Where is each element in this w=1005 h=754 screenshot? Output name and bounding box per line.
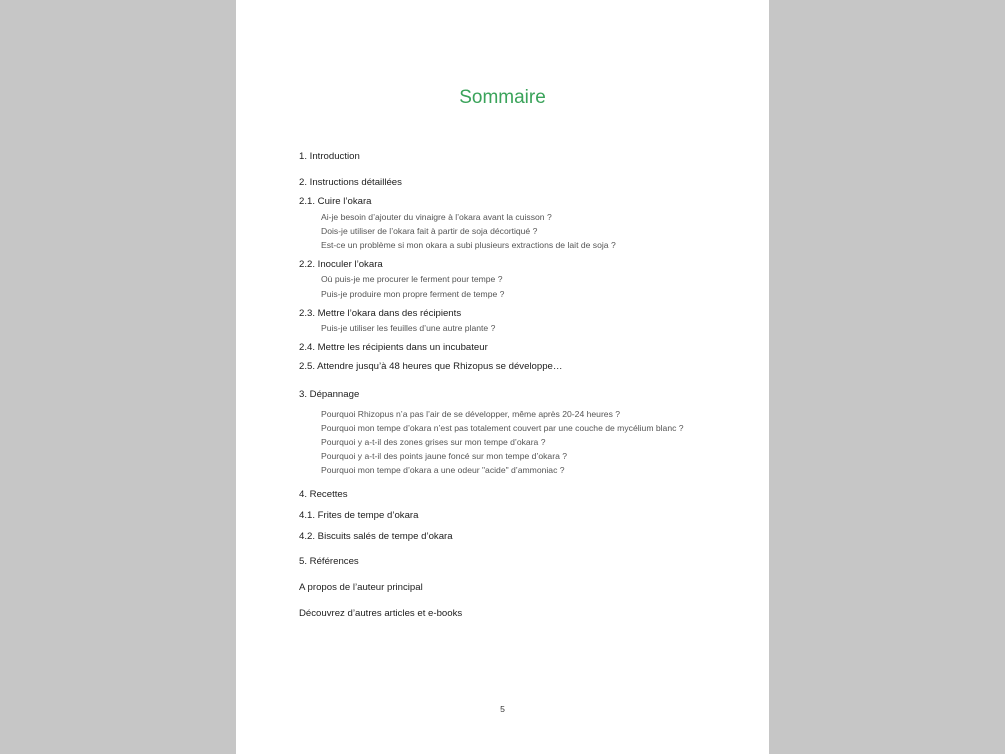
toc-entry-articles[interactable]: Découvrez d’autres articles et e-books	[299, 608, 463, 619]
toc-entry-cuire[interactable]: 2.1. Cuire l’okara	[299, 196, 372, 207]
page-number: 5	[500, 704, 505, 714]
document-page	[236, 0, 769, 754]
toc-entry-auteur[interactable]: A propos de l’auteur principal	[299, 582, 423, 593]
toc-subentry-zones-grises[interactable]: Pourquoi y a-t-il des zones grises sur mon tempe d’okara ?	[321, 437, 546, 447]
toc-entry-instructions[interactable]: 2. Instructions détaillées	[299, 177, 402, 188]
toc-subentry-feuilles[interactable]: Puis-je utiliser les feuilles d’une autre plante ?	[321, 323, 496, 333]
toc-entry-inoculer[interactable]: 2.2. Inoculer l’okara	[299, 259, 383, 270]
toc-subentry-ferment-maison[interactable]: Puis-je produire mon propre ferment de tempe ?	[321, 289, 505, 299]
toc-entry-recettes[interactable]: 4. Recettes	[299, 489, 348, 500]
toc-subentry-mycelium[interactable]: Pourquoi mon tempe d’okara n’est pas totalement couvert par une couche de mycélium blanc ?	[321, 423, 684, 433]
toc-entry-incubateur[interactable]: 2.4. Mettre les récipients dans un incubateur	[299, 342, 488, 353]
toc-subentry-ferment-achat[interactable]: Où puis-je me procurer le ferment pour tempe ?	[321, 274, 503, 284]
toc-subentry-points-jaunes[interactable]: Pourquoi y a-t-il des points jaune foncé sur mon tempe d’okara ?	[321, 451, 568, 461]
toc-entry-introduction[interactable]: 1. Introduction	[299, 151, 360, 162]
toc-entry-recipients[interactable]: 2.3. Mettre l’okara dans des récipients	[299, 308, 462, 319]
toc-entry-references[interactable]: 5. Références	[299, 556, 359, 567]
toc-subentry-vinaigre[interactable]: Ai-je besoin d’ajouter du vinaigre à l’okara avant la cuisson ?	[321, 212, 552, 222]
toc-subentry-soja-decortique[interactable]: Dois-je utiliser de l’okara fait à partir de soja décortiqué ?	[321, 226, 538, 236]
toc-subentry-rhizopus[interactable]: Pourquoi Rhizopus n’a pas l’air de se développer, même après 20-24 heures ?	[321, 409, 621, 419]
toc-entry-frites[interactable]: 4.1. Frites de tempe d’okara	[299, 510, 419, 521]
page-title: Sommaire	[459, 87, 546, 108]
toc-entry-biscuits[interactable]: 4.2. Biscuits salés de tempe d’okara	[299, 531, 453, 542]
toc-entry-depannage[interactable]: 3. Dépannage	[299, 389, 360, 400]
toc-subentry-extractions[interactable]: Est-ce un problème si mon okara a subi plusieurs extractions de lait de soja ?	[321, 240, 616, 250]
toc-subentry-odeur[interactable]: Pourquoi mon tempe d’okara a une odeur "acide" d’ammoniac ?	[321, 465, 565, 475]
toc-entry-attendre[interactable]: 2.5. Attendre jusqu’à 48 heures que Rhizopus se développe…	[299, 361, 563, 372]
